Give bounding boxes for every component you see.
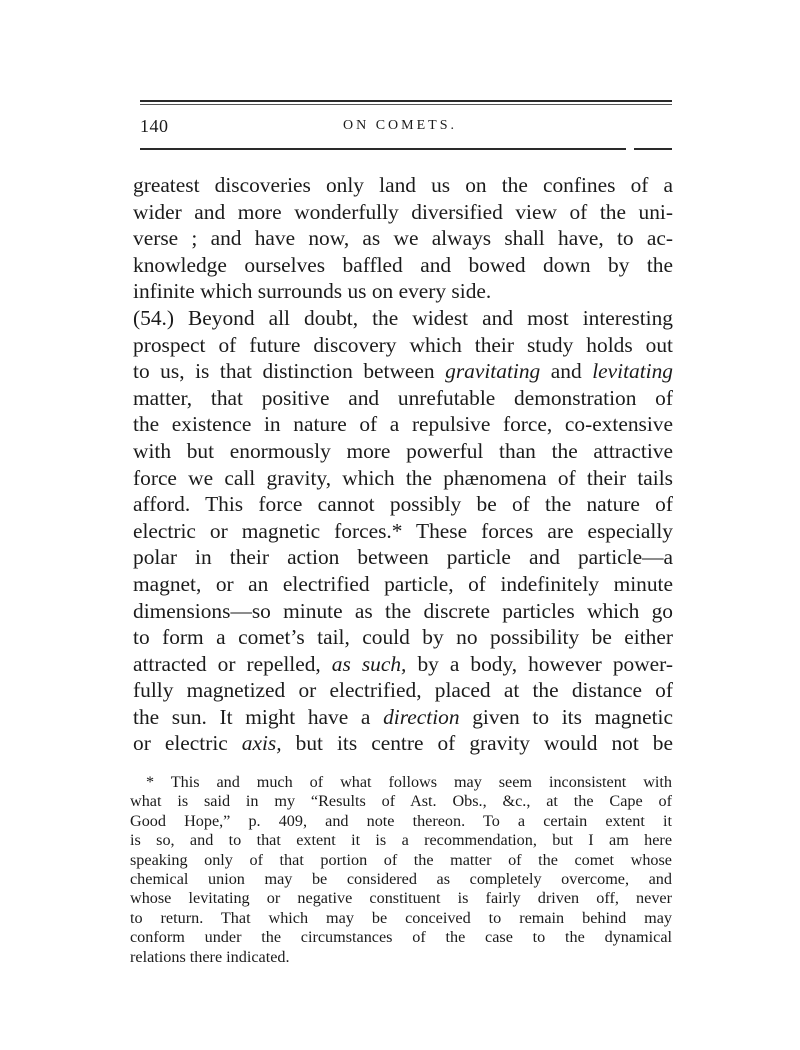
footnote-line: to return. That which may be conceived to remain behind may (130, 908, 672, 927)
header-rule-top (140, 100, 672, 102)
text-line: the sun. It might have a direction given to its magnetic (133, 704, 673, 729)
text-line: the existence in nature of a repulsive force, co-extensive (133, 412, 673, 437)
text-line: prospect of future discovery which their study holds out (133, 332, 673, 357)
header-rule-top-thin (140, 104, 672, 105)
footnote-line: Good Hope,” p. 409, and note thereon. To a certain extent it (130, 811, 672, 830)
paragraph-54-start: (54.) Beyond all doubt, the widest and most interesting (133, 305, 673, 330)
emphasis-as-such: as such, (331, 651, 407, 676)
text-line: verse ; and have now, as we always shall have, to ac- (133, 226, 673, 251)
emphasis-gravitating: gravitating (445, 359, 541, 384)
footnote-line: is so, and to that extent it is a recommendation, but I am here (130, 831, 672, 850)
footnote-line: speaking only of that portion of the matter of the comet whose (130, 850, 672, 869)
text-line: magnet, or an electrified particle, of indefinitely minute (133, 571, 673, 596)
footnote-line: conform under the circumstances of the case to the dynamical (130, 928, 672, 947)
page-number: 140 (140, 116, 169, 136)
footnote-line: relations there indicated. (130, 947, 290, 966)
text-line: to us, is that distinction between gravitating and levitating (133, 359, 673, 384)
text-line: force we call gravity, which the phænomena of their tails (133, 465, 673, 490)
text-line: fully magnetized or electrified, placed at the distance of (133, 678, 673, 703)
footnote (130, 773, 672, 967)
header-rule-bottom-end (634, 148, 672, 150)
footnote-line: whose levitating or negative constituent is fairly driven off, never (130, 889, 672, 908)
text-line: knowledge ourselves baffled and bowed down by the (133, 252, 673, 277)
text-line: or electric axis, but its centre of gravity would not be (133, 731, 673, 756)
footnote-line: * This and much of what follows may seem inconsistent with (146, 773, 672, 791)
footnote-line: chemical union may be considered as completely overcome, and (130, 869, 672, 888)
text-line: afford. This force cannot possibly be of the nature of (133, 492, 673, 517)
main-text (133, 172, 673, 757)
footnote-line: what is said in my “Results of Ast. Obs., &c., at the Cape of (130, 792, 672, 811)
text-line: matter, that positive and unrefutable demonstration of (133, 385, 673, 410)
emphasis-axis: axis, (241, 731, 282, 756)
text-line: greatest discoveries only land us on the confines of a (133, 173, 673, 197)
text-line: electric or magnetic forces.* These forces are especially (133, 518, 673, 543)
emphasis-levitating: levitating (592, 359, 673, 384)
text-line: with but enormously more powerful than the attractive (133, 438, 673, 463)
text-line: to form a comet’s tail, could by no possibility be either (133, 625, 673, 650)
text-line: infinite which surrounds us on every side. (133, 279, 492, 304)
text-line: attracted or repelled, as such, by a body, however power- (133, 651, 673, 676)
header-rule-bottom (140, 148, 626, 150)
emphasis-direction: direction (383, 704, 460, 729)
running-head: ON COMETS. (342, 118, 457, 133)
text-line: wider and more wonderfully diversified view of the uni- (133, 199, 673, 224)
text-line: polar in their action between particle and particle—a (133, 545, 673, 570)
text-line: dimensions—so minute as the discrete particles which go (133, 598, 673, 623)
